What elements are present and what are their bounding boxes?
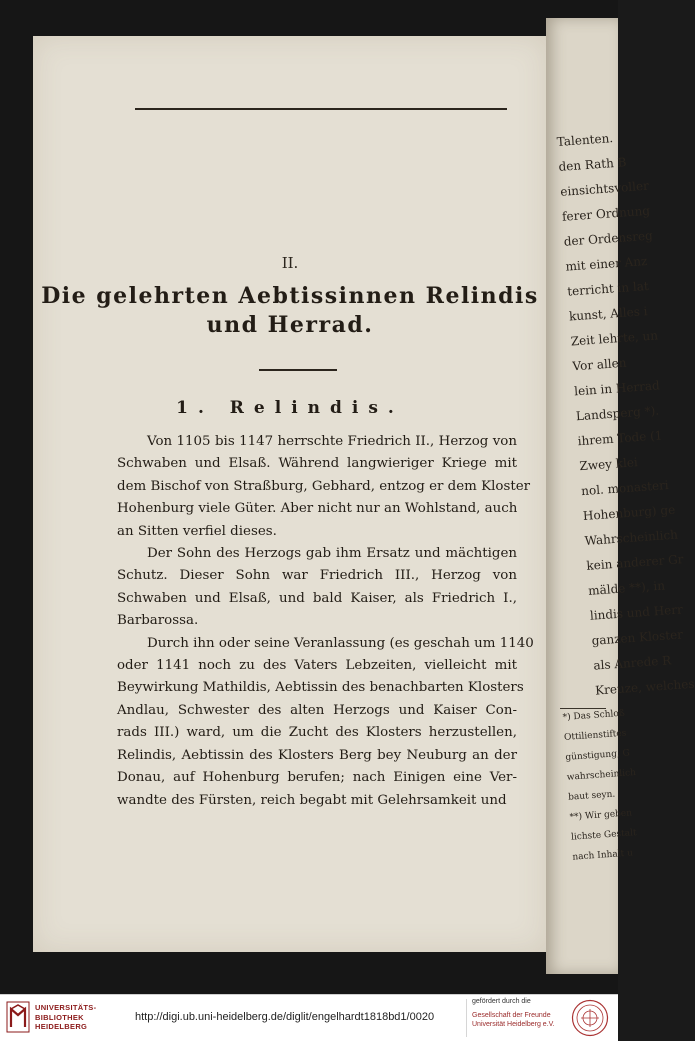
- text-line: Relindis, Aebtissin des Klosters Berg bey Neuburg an der: [117, 747, 517, 763]
- university-seal-icon[interactable]: [571, 999, 609, 1037]
- facing-line: Vor allen: [572, 355, 627, 374]
- text-line: Durch ihn oder seine Veranlassung (es geschah um 1140: [147, 635, 534, 651]
- sponsor-name-line-1: Gesellschaft der Freunde: [472, 1012, 551, 1019]
- text-line: rads III.) ward, um die Zucht des Klosters herzustellen,: [117, 725, 517, 741]
- paragraph: [117, 633, 534, 812]
- facing-note-line: günstigung, G: [565, 748, 631, 763]
- text-line: Donau, auf Hohenburg berufen; nach Einigen eine Ver-: [117, 770, 517, 786]
- facing-line: ferer Ordnung: [561, 203, 651, 224]
- facing-page: [546, 18, 695, 974]
- library-name-line-3: HEIDELBERG: [35, 1022, 88, 1031]
- chapter-title: [33, 282, 547, 340]
- facing-line: Hohenburg) ge: [582, 502, 676, 524]
- paragraph: [117, 431, 531, 543]
- facing-note-line: Ottilienstiftes: [563, 728, 627, 743]
- facing-line: Wahrscheinlich: [584, 527, 679, 548]
- library-name[interactable]: [35, 1003, 96, 1032]
- facing-line: nol. monasteri: [580, 478, 670, 499]
- facing-note-line: *) Das Schloß: [562, 708, 626, 723]
- facing-line: lindis und Herr: [589, 602, 684, 623]
- sponsor-name-line-2: Universität Heidelberg e.V.: [472, 1021, 555, 1028]
- chapter-title-line-2: und Herrad.: [206, 312, 374, 338]
- text-line: oder 1141 noch zu des Vaters Lebzeiten, vielleicht mit: [117, 658, 517, 674]
- library-name-line-1: UNIVERSITÄTS-: [35, 1003, 97, 1012]
- facing-line: lein in Herrad: [573, 378, 661, 399]
- text-line: Von 1105 bis 1147 herrschte Friedrich II., Herzog von: [147, 434, 517, 449]
- facing-line: ganzen Kloster: [591, 627, 684, 648]
- top-rule: [135, 108, 507, 110]
- facing-line: terricht in lat: [566, 278, 650, 299]
- facing-line: mit einer Anz: [565, 253, 648, 274]
- facing-line: Landsperg *).: [575, 403, 660, 424]
- section-heading: 1. Relindis.: [176, 398, 404, 418]
- body-text: [117, 431, 534, 812]
- facing-line: Zeit lehrte, un: [570, 328, 659, 349]
- text-line: Barbarossa.: [117, 613, 199, 629]
- paragraph: [117, 543, 517, 633]
- text-line: an Sitten verfiel dieses.: [117, 523, 277, 539]
- permalink[interactable]: http://digi.ub.uni-heidelberg.de/diglit/engelhardt1818bd1/0020: [135, 1011, 435, 1023]
- text-line: Schwaben und Elsaß. Während langwieriger Kriege mit: [117, 456, 517, 472]
- library-logo-icon[interactable]: [6, 1001, 30, 1033]
- facing-page-notes: [562, 702, 653, 867]
- facing-line: der Ordensreg: [563, 228, 654, 249]
- facing-line: einsichtsvoller: [559, 178, 650, 199]
- facing-note-line: **) Wir geben: [569, 808, 633, 823]
- facing-line: Zwey klei: [579, 455, 639, 474]
- text-line: Der Sohn des Herzogs gab ihm Ersatz und mächtigen: [147, 546, 517, 562]
- text-line: dem Bischof von Straßburg, Gebhard, entzog er dem Kloster: [117, 478, 531, 494]
- facing-line: Kreuze, welches: [594, 676, 695, 698]
- text-line: Beywirkung Mathildis, Aebtissin des benachbarten Klosters: [117, 680, 524, 696]
- facing-line: Talenten.: [556, 131, 614, 149]
- facing-line: ihrem Tode (1: [577, 428, 663, 449]
- facing-note-line: lichste Gestalt: [570, 828, 637, 843]
- text-line: wandte des Fürsten, reich begabt mit Gelehrsamkeit und: [117, 792, 507, 808]
- chapter-title-line-1: Die gelehrten Aebtissinnen Relindis: [41, 283, 539, 309]
- footer-divider: [466, 999, 467, 1037]
- chapter-numeral: II.: [281, 254, 299, 272]
- sponsor-label: gefördert durch die: [472, 998, 531, 1005]
- text-line: Schutz. Dieser Sohn war Friedrich III., Herzog von: [117, 568, 517, 584]
- facing-note-line: wahrscheinlich: [566, 768, 637, 783]
- viewer-footer: [0, 994, 618, 1041]
- facing-page-text: [556, 124, 695, 703]
- left-page: [33, 36, 548, 952]
- facing-note-line: baut seyn.: [567, 789, 616, 803]
- text-line: Schwaben und Elsaß, und bald Kaiser, als Friedrich I.,: [117, 590, 517, 606]
- facing-line: mälde **), in: [587, 578, 666, 598]
- facing-note-line: nach Inhalt u: [572, 848, 634, 863]
- text-line: Hohenburg viele Güter. Aber nicht nur an Wohlstand, auch: [117, 501, 518, 517]
- text-line: Andlau, Schwester des alten Herzogs und Kaiser Con-: [117, 702, 517, 718]
- sponsor-name[interactable]: [472, 1011, 555, 1029]
- title-rule: [259, 369, 337, 371]
- library-name-line-2: BIBLIOTHEK: [35, 1012, 84, 1022]
- facing-line: den Rath B: [558, 155, 627, 174]
- facing-line: kunst, Alles i: [568, 304, 648, 324]
- facing-line: kein anderer Gr: [585, 552, 684, 573]
- facing-line: als Anrede R: [592, 653, 672, 673]
